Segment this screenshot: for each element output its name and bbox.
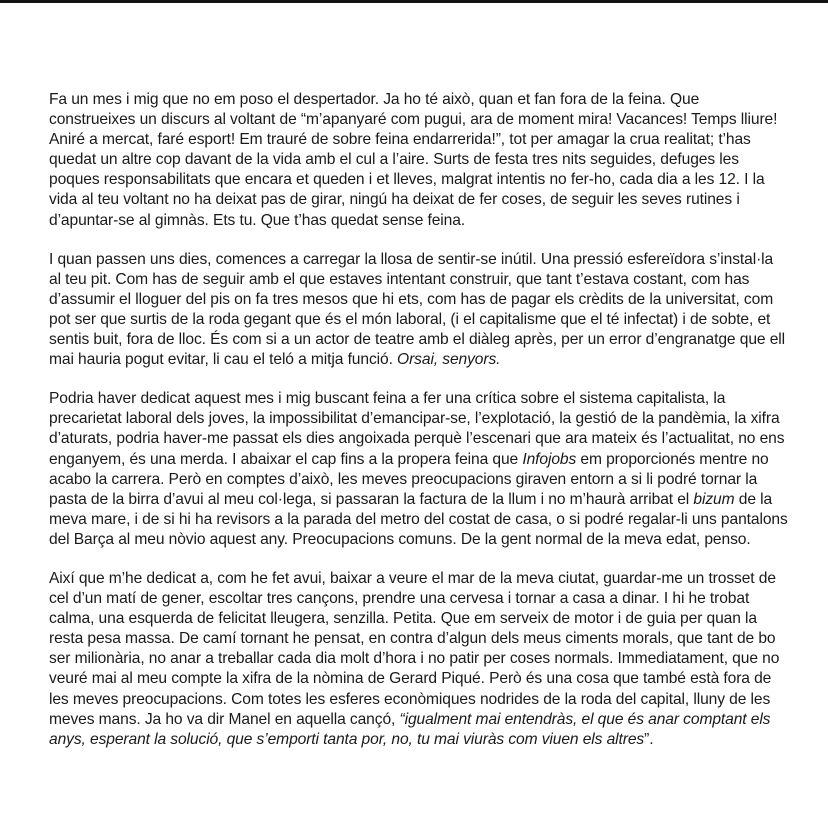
italic-segment: Infojobs <box>522 450 577 468</box>
article-body <box>49 90 789 750</box>
text-segment: I quan passen uns dies, comences a carregar la llosa de sentir-se inútil. Una pressió esfereïdora s’instal·la al teu pit. Com has de seguir amb el que estaves intentant construir, que tant t’estava costant, com has d’assumir el lloguer del pis on fa tres mesos que hi ets, com has de pagar els crèdits de la universitat, com pot ser que surtis de la roda gegant que és el món laboral, (i el capitalisme que el té infectat) i de sobte, et sentis buit, fora de lloc. És com si a un actor de teatre amb el diàleg après, per un error d’engranatge que ell mai hauria pogut evitar, li cau el teló a mitja funció. <box>49 250 785 369</box>
text-segment: Fa un mes i mig que no em poso el despertador. Ja ho té això, quan et fan fora de la feina. Que construeixes un discurs al voltant de “m’apanyaré com pugui, ara de moment mira! Vacances! Temps lliure! Aniré a mercat, faré esport! Em trauré de sobre feina endarrerida!”, tot per amagar la crua realitat; t’has quedat un altre cop davant de la vida amb el cul a l’aire. Surts de festa tres nits seguides, defuges les poques responsabilitats que encara et queden i et lleves, malgrat intentis no fer-ho, cada dia a les 12. I la vida al teu voltant no ha deixat pas de girar, ningú ha deixat de fer coses, de seguir les seves rutines i d’apuntar-se al gimnàs. Ets tu. Que t’has quedat sense feina. <box>49 91 778 229</box>
text-segment: de la meva mare, i de si hi ha revisors a la parada del metro del costat de casa, o si podré regalar-li uns pantalons del Barça al meu nòvio aquest any. Preocupacions comuns. De la gent normal de la meva edat, penso. <box>49 490 788 548</box>
paragraph-3 <box>49 389 789 550</box>
text-segment: Podria haver dedicat aquest mes i mig buscant feina a fer una crítica sobre el sistema capitalista, la precarietat laboral dels joves, la impossibilitat d’emancipar-se, l’explotació, la gestió de la pandèmia, la xifra d’aturats, podria haver-me passat els dies angoixada perquè l’escenari que ara mateix és l’actualitat, no ens enganyem, és una merda. I abaixar el cap fins a la propera feina que <box>49 390 785 468</box>
paragraph-4 <box>49 569 789 750</box>
italic-segment: bizum <box>693 490 735 508</box>
paragraph-1 <box>49 90 789 231</box>
italic-segment: “igualment mai entendràs, el que és anar comptant els anys, esperant la solució, que s’emporti tanta por, no, tu mai viuràs com viuen els altres <box>49 710 771 748</box>
paragraph-2 <box>49 250 789 371</box>
text-segment: em proporcionés mentre no acabo la carrera. Però en comptes d’això, les meves preocupacions giraven entorn a si li podré tornar la pasta de la birra d’avui al meu col·lega, si passaran la factura de la llum i no m’haurà arribat el <box>49 450 769 508</box>
text-segment: ”. <box>644 730 654 748</box>
italic-segment: Orsai, senyors. <box>397 351 501 369</box>
text-segment: Així que m’he dedicat a, com he fet avui, baixar a veure el mar de la meva ciutat, guardar-me un trosset de cel d’un matí de gener, escoltar tres cançons, prendre una cervesa i tornar a casa a dinar. I hi he trobat calma, una esquerda de felicitat lleugera, senzilla. Petita. Que em serveix de motor i de guia per quan la resta pesa massa. De camí tornant he pensat, en contra d’algun dels meus ciments morals, que tant de bo ser milionària, no anar a treballar cada dia molt d’hora i no patir per coses normals. Immediatament, que no veuré mai al meu compte la xifra de la nòmina de Gerard Piqué. Però és una cosa que també està fora de les meves preocupacions. Com totes les esferes econòmiques nodrides de la roda del capital, lluny de les meves mans. Ja ho va dir Manel en aquella cançó, <box>49 569 780 728</box>
top-border-line <box>0 0 828 3</box>
